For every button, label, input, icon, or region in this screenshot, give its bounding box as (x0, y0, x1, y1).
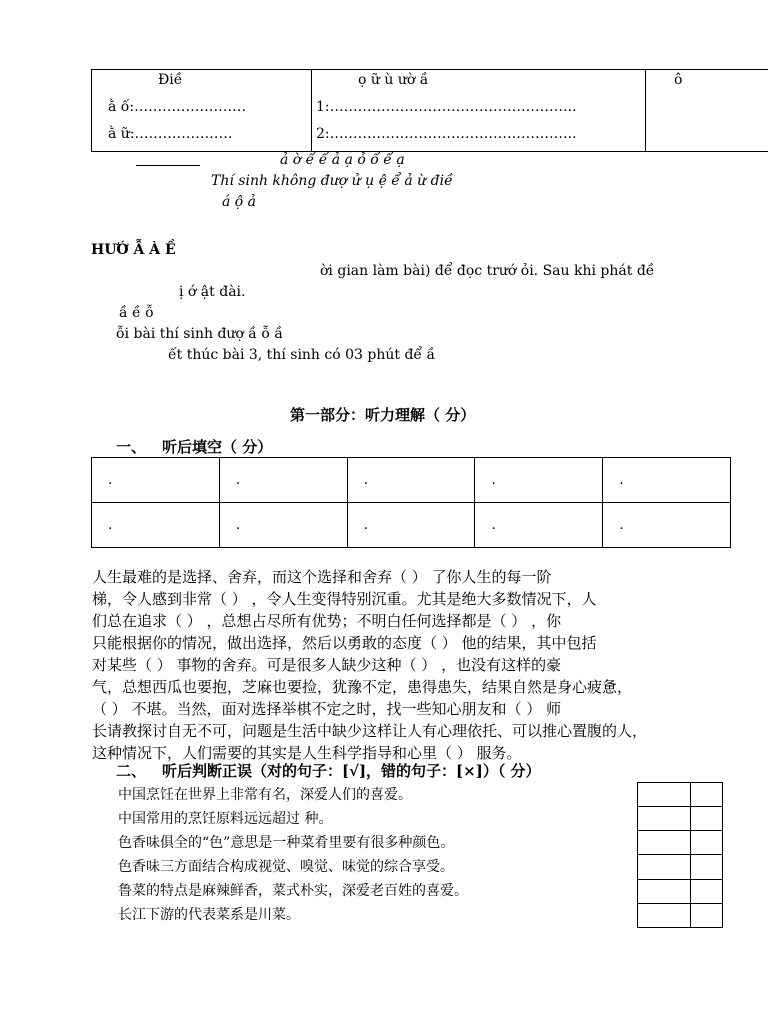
instructions-line-1: ời gian làm bài) để đọc trướ ỏi. Sau khi phát đề (320, 263, 655, 279)
blank-cell[interactable]: . (92, 458, 220, 503)
passage-line: 人生最难的是选择、舍弃，而这个选择和舍弃（ ） 了你人生的每一阶 (92, 568, 552, 586)
passage-line: 梯，令人感到非常（ ） ，令人生变得特别沉重。尤其是绝大多数情况下，人 (92, 590, 597, 608)
blank-cell[interactable]: . (475, 503, 603, 548)
answer-cell[interactable] (691, 831, 723, 855)
passage-line: 只能根据你的情况，做出选择，然后以勇敢的态度（ ） 他的结果，其中包括 (92, 634, 597, 652)
table-row (638, 783, 723, 807)
statement-item: 中国烹饪在世界上非常有名，深爱人们的喜爱。 (118, 787, 412, 803)
passage-line: 气，总想西瓜也要抱，芝麻也要捡，犹豫不定，患得患失，结果自然是身心疲惫， (92, 678, 633, 696)
answer-cell[interactable] (638, 807, 691, 831)
section1-number: 一、 (116, 438, 147, 456)
answer-cell[interactable] (691, 903, 723, 927)
answer-cell[interactable] (691, 879, 723, 903)
passage-line: 们总在追求（ ） ，总想占尽所有优势；不明白任何选择都是（ ） ，你 (92, 612, 562, 630)
part1-title: 第一部分：听力理解（ 分） (290, 406, 476, 424)
answer-cell[interactable] (638, 783, 691, 807)
passage-line: 对某些（ ） 事物的舍弃。可是很多人缺少这种（ ） ，也没有这样的豪 (92, 656, 562, 674)
statement-item: 色香味俱全的“色”意思是一种菜肴里要有很多种颜色。 (118, 835, 455, 851)
instructions-line-4: ỗi bài thí sinh đượ ầ ỗ ầ (116, 326, 283, 342)
table-row (92, 458, 731, 503)
answer-cell[interactable] (691, 855, 723, 879)
blank-cell[interactable]: . (219, 503, 347, 548)
statement-item: 鲁菜的特点是麻辣鲜香，菜式朴实，深爱老百姓的喜爱。 (118, 883, 468, 899)
passage-line: 这种情况下，人们需要的其实是人生科学指导和心里（ ） 服务。 (92, 744, 522, 762)
answer-cell[interactable] (638, 831, 691, 855)
blank-cell[interactable]: . (475, 458, 603, 503)
section2-title: 听后判断正误（对的句子：[√]，错的句子：[×]）（ 分） (162, 762, 541, 780)
blank-cell[interactable]: . (347, 458, 475, 503)
header-divider (311, 70, 312, 151)
statement-item: 色香味三方面结合构成视觉、嗅觉、味觉的综合享受。 (118, 859, 454, 875)
note-underline (136, 165, 200, 166)
answer-cell[interactable] (691, 807, 723, 831)
score-number-field: ằ ố:…………………… (108, 99, 247, 115)
examiner-1-field: 1:…………………………………………….. (316, 99, 577, 115)
table-row (638, 903, 723, 927)
table-row (638, 807, 723, 831)
note-line-1: ả ờ ể ể ả ạ ỏ ổ ể ạ (280, 152, 405, 168)
statement-item: 中国常用的烹饪原料远远超过 种。 (118, 811, 333, 827)
statement-item: 长江下游的代表菜系是川菜。 (118, 907, 300, 923)
answer-cell[interactable] (638, 903, 691, 927)
note-line-2: Thí sinh không đượ ử ụ ệ ể ả ừ điề (211, 173, 453, 189)
table-row (638, 855, 723, 879)
answer-grid (637, 782, 723, 928)
blank-cell[interactable]: . (219, 458, 347, 503)
header-divider (645, 70, 646, 151)
instructions-line-5: ết thúc bài 3, thí sinh có 03 phút để ầ (168, 347, 436, 363)
blank-cell[interactable]: . (603, 458, 731, 503)
blank-cell[interactable]: . (347, 503, 475, 548)
section1-title: 听后填空（ 分） (162, 438, 273, 456)
code-label: ô (674, 72, 683, 88)
blank-cell[interactable]: . (92, 503, 220, 548)
blank-cell[interactable]: . (603, 503, 731, 548)
score-words-field: ằ ữ:………………… (108, 126, 233, 142)
answer-cell[interactable] (691, 783, 723, 807)
table-row (638, 831, 723, 855)
fill-blank-table (91, 457, 731, 548)
passage-line: （ ） 不堪。当然，面对选择举棋不定之时，找一些知心朋友和（ ） 师 (92, 700, 562, 718)
instructions-line-3: ầ ề ỗ (119, 305, 154, 321)
section2-number: 二、 (116, 762, 147, 780)
examiner-2-field: 2:…………………………………………….. (316, 126, 577, 142)
instructions-line-2: ị ớ ật đài. (179, 284, 246, 300)
passage-line: 长请教探讨自无不可，问题是生活中缺少这样让人有心理依托、可以推心置腹的人， (92, 722, 648, 740)
table-row (92, 503, 731, 548)
note-line-3: á ộ ả (222, 194, 257, 210)
score-label: Điề (158, 72, 183, 88)
answer-cell[interactable] (638, 879, 691, 903)
instructions-heading: HƯỚ Ẫ À Ề (91, 242, 176, 258)
examiner-label: ọ ữ ù ườ ầ (358, 72, 429, 88)
answer-cell[interactable] (638, 855, 691, 879)
table-row (638, 879, 723, 903)
